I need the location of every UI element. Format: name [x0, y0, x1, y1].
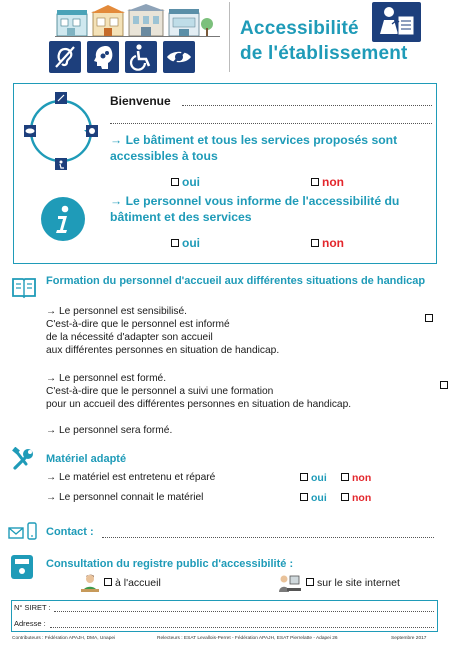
materiel-oui-option-1[interactable]: [300, 472, 327, 484]
non-label-2: non: [322, 236, 344, 250]
non-option-1[interactable]: [311, 175, 344, 189]
bienvenue-label: Bienvenue: [110, 94, 171, 108]
formation-item2-line1: → Le personnel est formé.: [46, 373, 167, 384]
registre-label-accueil: à l'accueil: [115, 577, 161, 589]
materiel-non-option-1[interactable]: [341, 472, 371, 484]
statement-accessible: → Le bâtiment et tous les services proposés sont accessibles à tous: [110, 133, 398, 163]
registre-option-internet[interactable]: [306, 577, 400, 589]
tools-icon: [11, 447, 37, 471]
accessibility-cycle-diagram: [20, 90, 102, 172]
registre-option-accueil[interactable]: [104, 577, 161, 589]
non-checkbox-2[interactable]: [311, 239, 319, 247]
oui-checkbox-2[interactable]: [171, 239, 179, 247]
registre-checkbox-accueil[interactable]: [104, 578, 112, 586]
registre-checkbox-internet[interactable]: [306, 578, 314, 586]
materiel-non-option-2[interactable]: [341, 492, 371, 504]
registre-label-internet: sur le site internet: [317, 577, 400, 589]
adresse-label: Adresse :: [14, 619, 46, 628]
hearing-icon: [49, 41, 81, 73]
contact-field[interactable]: [102, 537, 434, 538]
materiel-title: Matériel adapté: [46, 453, 127, 465]
formation-item1-line3: de la nécessité d'adapter son accueil: [46, 332, 213, 343]
oui-option-1[interactable]: [171, 175, 200, 189]
header-divider: [229, 2, 230, 72]
formation-item2-line3: pour un accueil des différentes personnes en situation de handicap.: [46, 399, 352, 410]
siret-label: N° SIRET :: [14, 603, 51, 612]
materiel-oui-label-1: oui: [311, 472, 327, 484]
materiel-item1: → Le matériel est entretenu et réparé: [46, 472, 216, 483]
materiel-oui-checkbox-1[interactable]: [300, 473, 308, 481]
page-title-line2: de l'établissement: [240, 43, 408, 64]
mental-disability-icon: [87, 41, 119, 73]
oui-option-2[interactable]: [171, 236, 200, 250]
non-checkbox-1[interactable]: [311, 178, 319, 186]
formation-item3-line1: → Le personnel sera formé.: [46, 425, 173, 436]
header-buildings-illustration: [55, 4, 220, 38]
formation-title: Formation du personnel d'accueil aux différentes situations de handicap: [46, 275, 426, 287]
materiel-non-checkbox-1[interactable]: [341, 473, 349, 481]
computer-user-icon: [277, 572, 301, 594]
materiel-non-label-1: non: [352, 472, 372, 484]
siret-field[interactable]: [54, 611, 434, 612]
reception-person-icon: [80, 573, 100, 593]
oui-checkbox-1[interactable]: [171, 178, 179, 186]
registry-binder-icon: [11, 555, 33, 579]
phone-icon: [27, 522, 37, 540]
formation-item1-line1: → Le personnel est sensibilisé.: [46, 306, 188, 317]
formation-checkbox-2[interactable]: [440, 381, 448, 389]
bienvenue-field-line2[interactable]: [110, 123, 432, 124]
publication-date: Septembre 2017: [391, 636, 427, 641]
materiel-item2: → Le personnel connait le matériel: [46, 492, 204, 503]
formation-checkbox-1[interactable]: [425, 314, 433, 322]
reviewers-credit: Relecteurs : ESAT Levallois-Perret - Fédération APAJH, ESAT Pierrelatte - Adapei 26: [157, 636, 338, 641]
formation-item1-line4: aux différentes personnes en situation de handicap.: [46, 345, 280, 356]
visual-impairment-icon: [163, 41, 195, 73]
materiel-oui-option-2[interactable]: [300, 492, 327, 504]
non-option-2[interactable]: [311, 236, 344, 250]
materiel-non-checkbox-2[interactable]: [341, 493, 349, 501]
oui-label-2: oui: [182, 236, 200, 250]
materiel-oui-checkbox-2[interactable]: [300, 493, 308, 501]
contact-label: Contact :: [46, 526, 94, 538]
statement-information: → Le personnel vous informe de l'accessibilité du bâtiment et des services: [110, 194, 400, 224]
book-icon: [11, 275, 37, 299]
bienvenue-field[interactable]: [182, 105, 432, 106]
adresse-field[interactable]: [50, 627, 434, 628]
formation-item2-line2: C'est-à-dire que le personnel a suivi une formation: [46, 386, 274, 397]
materiel-non-label-2: non: [352, 492, 372, 504]
oui-label-1: oui: [182, 175, 200, 189]
materiel-oui-label-2: oui: [311, 492, 327, 504]
formation-item1-line2: C'est-à-dire que le personnel est informé: [46, 319, 230, 330]
easy-read-logo: [372, 2, 421, 42]
information-icon: [41, 197, 85, 241]
wheelchair-icon: [125, 41, 157, 73]
envelope-icon: [8, 526, 24, 538]
page-title-line1: Accessibilité: [240, 18, 359, 39]
registre-title: Consultation du registre public d'accessibilité :: [46, 558, 294, 570]
contributors-credit: Contributeurs : Fédération APAJH, DMA, Unapei: [12, 636, 116, 641]
non-label-1: non: [322, 175, 344, 189]
